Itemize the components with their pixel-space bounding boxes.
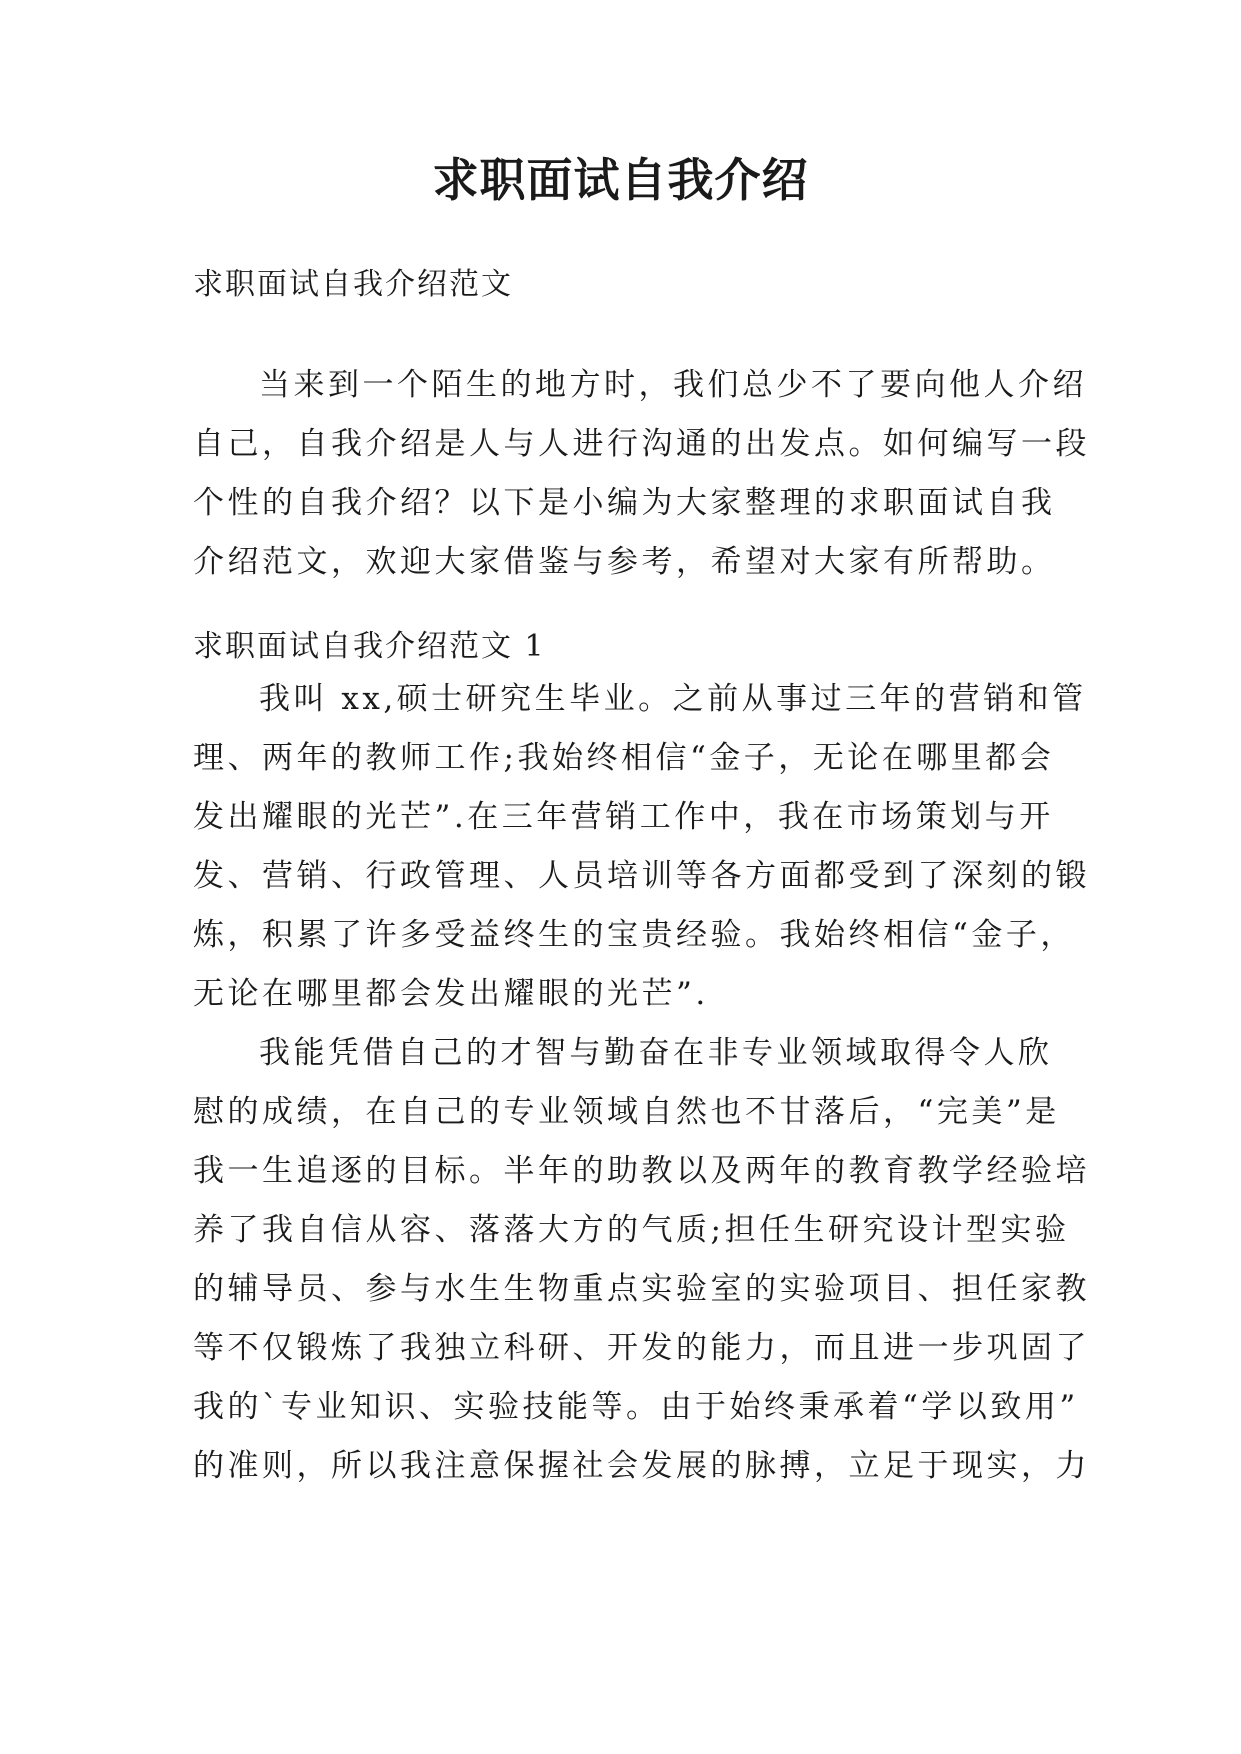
intro-line: 介绍范文，欢迎大家借鉴与参考，希望对大家有所帮助。 [193, 544, 1056, 580]
paragraph-line: 理、两年的教师工作;我始终相信“金子，无论在哪里都会 [193, 740, 1055, 776]
paragraph-line: 的辅导员、参与水生生物重点实验室的实验项目、担任家教 [193, 1271, 1090, 1307]
intro-line: 个性的自我介绍？以下是小编为大家整理的求职面试自我 [193, 485, 1056, 521]
document-title: 求职面试自我介绍 [432, 153, 809, 207]
section-heading: 求职面试自我介绍范文 1 [193, 629, 546, 664]
paragraph-line: 无论在哪里都会发出耀眼的光芒”. [193, 976, 709, 1012]
body-paragraph-1 [193, 670, 1090, 1024]
paragraph-line: 我叫 xx,硕士研究生毕业。之前从事过三年的营销和管 [259, 681, 1087, 717]
paragraph-line: 发出耀眼的光芒”.在三年营销工作中，我在市场策划与开 [193, 799, 1054, 835]
paragraph-line: 慰的成绩，在自己的专业领域自然也不甘落后，“完美”是 [193, 1094, 1060, 1130]
paragraph-line: 我能凭借自己的才智与勤奋在非专业领域取得令人欣 [259, 1035, 1053, 1071]
subtitle: 求职面试自我介绍范文 [193, 267, 513, 302]
intro-paragraph [193, 356, 1090, 592]
paragraph-line: 的准则，所以我注意保握社会发展的脉搏，立足于现实，力 [193, 1448, 1090, 1484]
paragraph-line: 我的`专业知识、实验技能等。由于始终秉承着“学以致用” [193, 1389, 1079, 1425]
paragraph-line: 我一生追逐的目标。半年的助教以及两年的教育教学经验培 [193, 1153, 1090, 1189]
paragraph-line: 发、营销、行政管理、人员培训等各方面都受到了深刻的锻 [193, 858, 1090, 894]
intro-line: 当来到一个陌生的地方时，我们总少不了要向他人介绍 [259, 367, 1087, 403]
intro-line: 自己，自我介绍是人与人进行沟通的出发点。如何编写一段 [193, 426, 1090, 462]
body-paragraph-2 [193, 1024, 1090, 1496]
paragraph-line: 炼，积累了许多受益终生的宝贵经验。我始终相信“金子， [193, 917, 1075, 953]
paragraph-line: 等不仅锻炼了我独立科研、开发的能力，而且进一步巩固了 [193, 1330, 1090, 1366]
paragraph-line: 养了我自信从容、落落大方的气质;担任生研究设计型实验 [193, 1212, 1070, 1248]
